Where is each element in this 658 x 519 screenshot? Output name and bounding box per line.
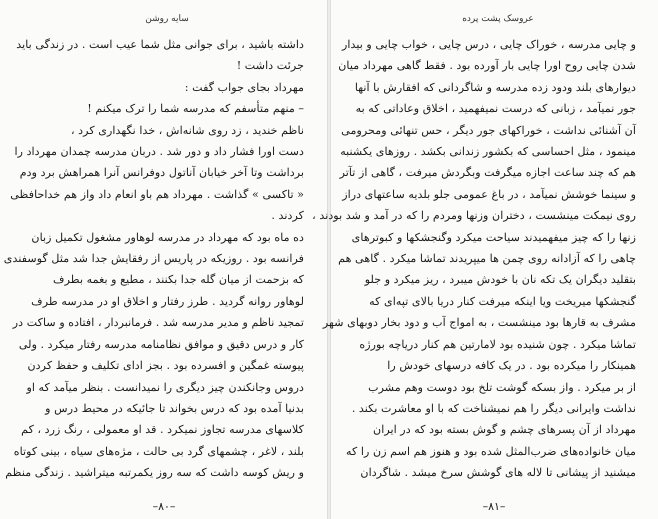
text-line: دست اورا فشار داد و دور شد . دربان مدرسه چمدان مهرداد را bbox=[14, 145, 304, 159]
paragraph bbox=[3, 227, 304, 484]
paragraph bbox=[312, 34, 636, 419]
text-line: میشنید از پیشانی تا لاله های گوشش سرخ میشد . شاگردان bbox=[360, 466, 636, 480]
right-running-head: عروسک پشت پرده bbox=[462, 14, 534, 24]
text-line: مهرداد بجای جواب گفت : bbox=[184, 80, 304, 94]
text-line: بتقلید دیگران یک تکه نان با خودش میبرد ، ریز میکرد و جلو bbox=[364, 273, 636, 287]
text-line: و سینما خوشش نمیآمد ، در باغ عمومی جلو بلدیه ساعتهای دراز bbox=[342, 187, 636, 201]
text-line: داشته باشید ، برای جوانی مثل شما عیب است . در زندگی باید bbox=[16, 38, 304, 51]
left-page bbox=[0, 0, 328, 519]
text-line: جور نمیآمد ، زبانی که درست نمیفهمید ، اخلاق وعاداتی که به bbox=[355, 102, 636, 116]
text-line: شدن چایی روح اورا چایی بار آورده بود . فقط گاهی مهرداد میان bbox=[338, 59, 636, 73]
text-line: ده ماه بود که مهرداد در مدرسه لوهاور مشغول تکمیل زبان bbox=[31, 230, 304, 244]
text-line: مشرف به قارها بود مینشست ، به امواج آب و دود بخار دوبهای شهر bbox=[322, 316, 636, 330]
text-line: ناظم خندید ، زد روی شانه‌اش ، خدا نگهداری کرد ، bbox=[71, 123, 304, 137]
text-line: جرئت داشت ! bbox=[236, 59, 304, 73]
text-line: مینمود ، مثل احساسی که بکشور زندانی بکشد . روزهای یکشنبه bbox=[340, 145, 636, 159]
text-line: پیوسته غمگین و افسرده بود . بجز ادای تکلیف و حفظ کردن bbox=[27, 359, 304, 373]
text-line: آن آشنائی نداشت ، خوراکهای جور دیگر ، حس تنهائی ومحرومی bbox=[341, 123, 636, 137]
text-line: کار و درس دقیق و موافق نظامنامه مدرسه رفتار میکرد . ولی bbox=[18, 337, 304, 351]
text-line: کلاسهای مدرسه تجاوز نمیکرد . قد او معمولی ، رنگ زرد ، کم bbox=[21, 423, 304, 437]
text-line: دروس وجانکندن چیز دیگری را نمیدانست . بنظر میآمد که او bbox=[26, 380, 304, 394]
paragraph bbox=[16, 34, 304, 77]
text-line: و ریش کوسه داشت که سه روز یکمرتبه میتراشید . زندگی منظم bbox=[5, 466, 304, 480]
text-line: – منهم متأسفم که مدرسه شما را ترک میکنم ! bbox=[87, 102, 304, 116]
paragraph bbox=[30, 77, 304, 98]
left-page-number: –۸۰– bbox=[152, 500, 176, 513]
text-line: « تاکسی » گذاشت . مهرداد هم باو انعام داد واز هم خداحافظی bbox=[10, 187, 304, 201]
right-page-number: –۸۱– bbox=[482, 500, 506, 513]
text-line: برداشت وتا آخر خیابان آناتول دوفرانس آنرا همراهش برد ودم bbox=[19, 166, 304, 180]
text-line: دیوارهای بلند ودود زده مدرسه و شاگردانی که افقارش با آنها bbox=[354, 80, 636, 94]
text-line: از بر میکرد . واز بسکه گوشت تلخ بود دوست وهم مشرب bbox=[368, 380, 636, 394]
text-line: چاهی را که آزادانه روی چمن ها میپریدند تماشا میکرد . گاهی هم bbox=[338, 252, 636, 266]
text-line: میان خانواده‌های ضرب‌المثل شده بود و هنوز هم اسم زن را که bbox=[346, 444, 636, 458]
left-page-text bbox=[3, 34, 304, 484]
text-line: تماشا میکرد . چون شنیده بود لامارتین هم کنار دریاچه بورژه bbox=[359, 337, 636, 351]
text-line: لوهاور روانه گردید . طرز رفتار و اخلاق او در مدرسه طرف bbox=[31, 294, 304, 308]
text-line: هم که چند ساعت اجازه میگرفت وبگردش میرفت ، گاهی از تآتر bbox=[339, 166, 636, 180]
text-line: که بزحمت از میان گله جدا بکنند ، مطیع و بغمه بطرف bbox=[53, 273, 304, 287]
text-line: زنها را که چیز میفهمیدند سیاحت میکرد وگنجشکها و کبوترهای bbox=[351, 230, 636, 244]
text-line: همینکار را میکرده بود . در یک کافه درسهای خودش را bbox=[387, 359, 636, 373]
text-line: بلند ، لاغر ، چشمهای گرد بی حالت ، مژه‌های سیاه ، بینی کوتاه bbox=[13, 444, 304, 458]
text-line: فرانسه بود . روزیکه در پاریس از رفقایش جدا شد مثل گوسفندی bbox=[3, 252, 304, 266]
text-line: مهرداد از آن پسرهای چشم و گوش بسته بود که در ایران bbox=[373, 423, 636, 437]
text-line: کردند . bbox=[271, 209, 304, 223]
right-page bbox=[312, 0, 658, 519]
text-line: نداشت وایرانی دیگر را هم نمیشناخت که با او معاشرت بکند . bbox=[351, 401, 636, 415]
paragraph bbox=[346, 419, 636, 483]
text-line: روی نیمکت مینشست ، دختران وزنها ومردم را که در آمد و شد بودند ، bbox=[312, 209, 636, 223]
paragraph bbox=[10, 98, 304, 226]
text-line: بدنیا آمده بود که درس بخواند تا جائیکه در محیط درس و bbox=[45, 401, 304, 415]
left-running-head: سایه روشن bbox=[145, 14, 189, 24]
text-line: تمجید ناظم و مدیر مدرسه شد . فرمانبردار ، افتاده و ساکت در bbox=[12, 316, 304, 330]
text-line: گنجشکها میریخت ویا اینکه میرفت کنار دریا بالای تپه‌ای که bbox=[369, 294, 636, 308]
right-page-text bbox=[312, 34, 636, 484]
text-line: و چایی مدرسه ، خوراک چایی ، درس چایی ، خواب چایی و بیدار bbox=[341, 38, 636, 51]
